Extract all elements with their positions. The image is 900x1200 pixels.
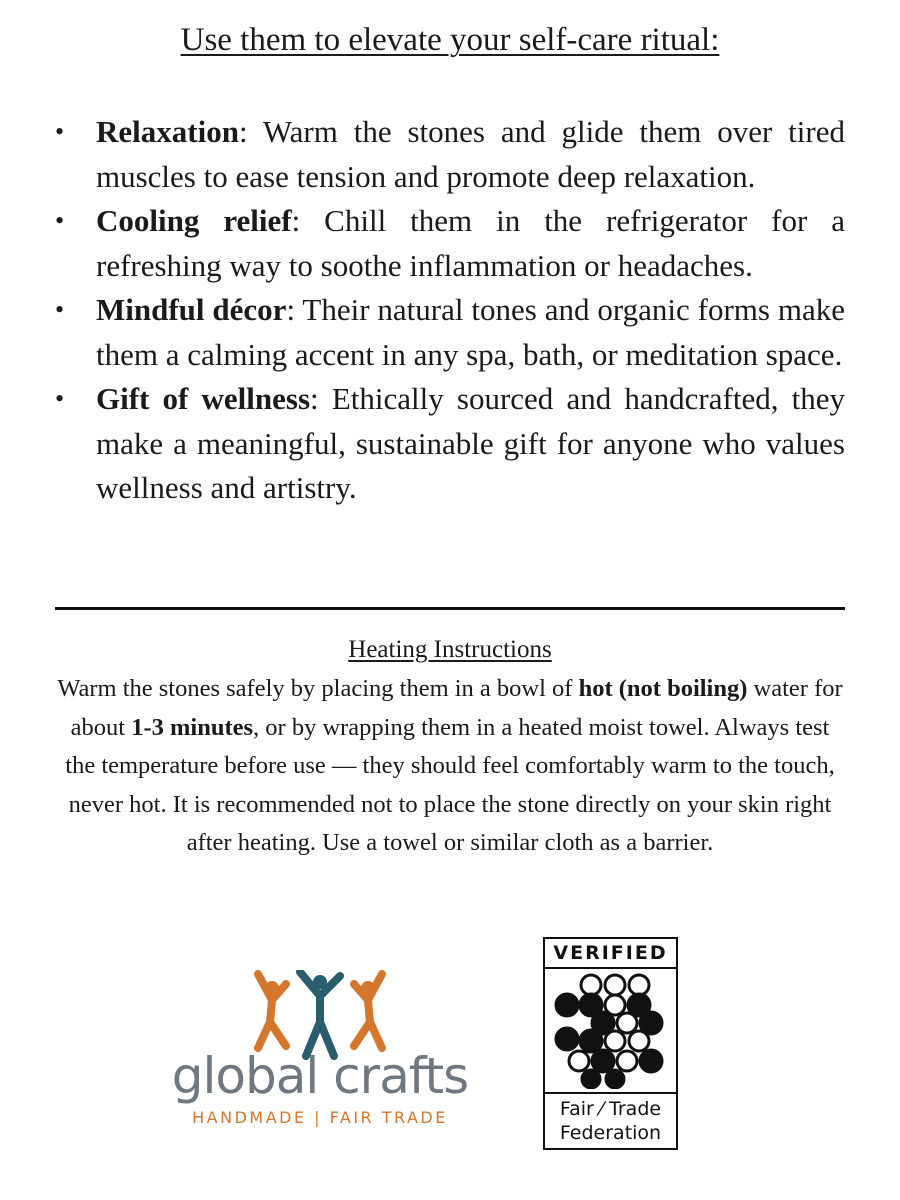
badge-line-2: Federation: [559, 1122, 662, 1144]
logo-wordmark: global crafts: [171, 1047, 469, 1105]
item-title: Gift of wellness: [96, 381, 311, 416]
dot-grid-icon: [553, 971, 671, 1089]
badge-federation-label: [545, 1092, 676, 1148]
list-item: [55, 377, 845, 511]
benefits-list: [55, 110, 845, 511]
heating-title: Heating Instructions: [348, 636, 552, 663]
bullet-icon: •: [55, 295, 65, 324]
page-heading: Use them to elevate your self-care ritual:: [180, 22, 720, 58]
item-text: : Chill them in the refrigerator for a refreshing way to soothe inflammation or headaches.: [96, 203, 845, 283]
bullet-icon: •: [55, 117, 65, 146]
list-item: [55, 199, 845, 288]
item-text: : Warm the stones and glide them over tired muscles to ease tension and promote deep relaxation.: [96, 114, 845, 194]
item-title: Mindful décor: [96, 292, 287, 327]
badge-line-1: Fair ⁄ Trade: [559, 1098, 662, 1120]
list-item: [55, 288, 845, 377]
logo-tagline: HANDMADE | FAIR TRADE: [192, 1108, 448, 1127]
heating-instructions: Warm the stones safely by placing them in a bowl of hot (not boiling) water for about 1-3 minutes, or by wrapping them in a heated moist towel. Always test the temperature before use — they should feel comfortably warm to the touch, never hot. It is recommended not to place the stone directly on your skin right after heating. Use a towel or similar cloth as a barrier.: [57, 675, 843, 856]
global-crafts-logo: [150, 970, 490, 1140]
bullet-icon: •: [55, 384, 65, 413]
section-divider: [55, 607, 845, 610]
item-text: : Their natural tones and organic forms make them a calming accent in any spa, bath, or meditation space.: [96, 292, 845, 372]
item-title: Relaxation: [96, 114, 239, 149]
item-text: : Ethically sourced and handcrafted, they make a meaningful, sustainable gift for anyone who values wellness and artistry.: [96, 381, 845, 505]
fair-trade-federation-badge: [543, 937, 678, 1150]
badge-verified-label: VERIFIED: [545, 939, 676, 969]
item-title: Cooling relief: [96, 203, 292, 238]
list-item: [55, 110, 845, 199]
bullet-icon: •: [55, 206, 65, 235]
